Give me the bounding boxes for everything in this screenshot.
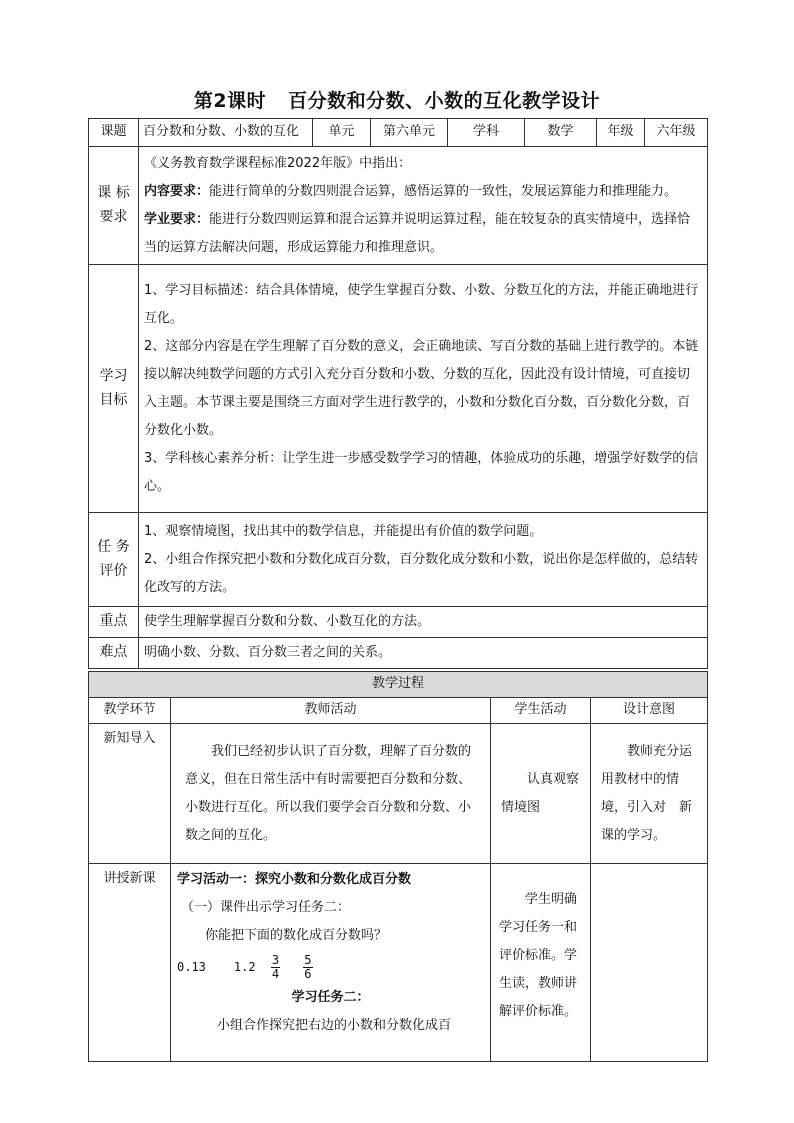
process-row-new [89, 864, 708, 1062]
tasks-content [139, 513, 708, 607]
objectives-content [139, 265, 708, 513]
fraction-2 [303, 954, 312, 981]
activity-title: 学习活动一：探究小数和分数化成百分数 [177, 872, 412, 887]
stage-intro: 新知导入 [89, 724, 171, 864]
number-2: 1.2 [233, 960, 256, 974]
teacher-intro: 我们已经初步认识了百分数，理解了百分数的意义，但在日常生活中有时需要把百分数和分数、小数进行互化。所以我们要学会百分数和分数、小数之间的互化。 [171, 724, 491, 864]
process-header-row [89, 672, 708, 698]
teacher-new [171, 864, 491, 1062]
unit-label: 单元 [313, 119, 371, 147]
fraction-2-numerator: 5 [304, 953, 312, 967]
key-point-row [89, 607, 708, 638]
sub-task-1: （一）课件出示学习任务二： [181, 900, 351, 915]
fraction-1-numerator: 3 [271, 953, 280, 967]
number-1: 0.13 [177, 960, 206, 974]
subject-value: 数学 [525, 119, 597, 147]
lesson-info-table [88, 118, 708, 669]
objective-3: 3、学科核心素养分析：让学生进一步感受数学学习的情趣，体验成功的乐趣，增强学好数学的信心。 [144, 450, 699, 494]
student-new: 学生明确学习任务一和评价标准。学生读，教师讲解评价标准。 [491, 864, 591, 1062]
task-1: 1、观察情境图，找出其中的数学信息，并能提出有价值的数学问题。 [144, 523, 543, 539]
topic-value: 百分数和分数、小数的互化 [139, 119, 313, 147]
process-row-intro [89, 724, 708, 864]
content-requirement [144, 178, 702, 206]
student-intro: 认真观察情境图 [491, 724, 591, 864]
task-2: 2、小组合作探究把小数和分数化成百分数，百分数化成分数和小数，说出你是怎样做的，总结转化改写的方法。 [144, 551, 699, 595]
col-teacher: 教师活动 [171, 698, 491, 724]
key-point-text: 使学生理解掌握百分数和分数、小数互化的方法。 [139, 607, 708, 638]
intent-intro: 教师充分运用教材中的情境，引入对 新课的学习。 [591, 724, 708, 864]
task-title: 学习任务二： [291, 990, 370, 1005]
numbers-row [177, 950, 484, 984]
academic-requirement-label: 学业要求： [144, 211, 210, 227]
academic-requirement-text: 能进行分数四则运算和混合运算并说明运算过程，能在较复杂的真实情境中，选择恰当的运算方法解决问题，形成运算能力和推理意识。 [144, 211, 691, 255]
topic-label: 课题 [89, 119, 139, 147]
objectives-label: 学习 目标 [89, 265, 139, 513]
standards-intro: 《义务教育数学课程标准2022年版》中指出： [144, 155, 412, 171]
objectives-row [89, 265, 708, 513]
process-header: 教学过程 [89, 672, 708, 698]
task-text: 小组合作探究把右边的小数和分数化成百 [217, 1018, 452, 1033]
question: 你能把下面的数化成百分数吗？ [205, 928, 388, 943]
standards-row [89, 147, 708, 265]
col-intent: 设计意图 [591, 698, 708, 724]
process-columns-row [89, 698, 708, 724]
objective-2: 2、这部分内容是在学生理解了百分数的意义，会正确地读、写百分数的基础上进行教学的。本链接以解决纯数学问题的方式引入充分百分数和小数、分数的互化，因此没有设计情境，可直接切入主题。本节课主要是围绕三方面对学生进行教学的，小数和分数化百分数，百分数化分数，百分数化小数。 [144, 338, 699, 438]
fraction-1-denominator: 4 [271, 967, 280, 981]
grade-value: 六年级 [645, 119, 708, 147]
standards-label: 课 标 要求 [89, 147, 139, 265]
tasks-row [89, 513, 708, 607]
unit-value: 第六单元 [371, 119, 448, 147]
col-student: 学生活动 [491, 698, 591, 724]
objective-1: 1、学习目标描述：结合具体情境，使学生掌握百分数、小数、分数互化的方法，并能正确地进行互化。 [144, 282, 699, 326]
grade-label: 年级 [597, 119, 645, 147]
standards-content [139, 147, 708, 265]
fraction-2-denominator: 6 [304, 967, 312, 981]
academic-requirement [144, 206, 702, 262]
lesson-topic: 百分数和分数、小数的互化教学设计 [288, 90, 601, 112]
difficulty-row [89, 638, 708, 669]
fraction-1 [271, 954, 280, 981]
difficulty-text: 明确小数、分数、百分数三者之间的关系。 [139, 638, 708, 669]
teaching-process-table [88, 671, 708, 1062]
content-requirement-label: 内容要求： [144, 183, 210, 199]
tasks-label: 任 务 评价 [89, 513, 139, 607]
info-row [89, 119, 708, 147]
content-requirement-text: 能进行简单的分数四则混合运算，感悟运算的一致性，发展运算能力和推理能力。 [209, 183, 678, 199]
col-stage: 教学环节 [89, 698, 171, 724]
key-point-label: 重点 [89, 607, 139, 638]
intent-new [591, 864, 708, 1062]
difficulty-label: 难点 [89, 638, 139, 669]
stage-new: 讲授新课 [89, 864, 171, 1062]
page-title [0, 86, 794, 113]
subject-label: 学科 [448, 119, 525, 147]
lesson-number: 第2课时 [193, 90, 267, 112]
